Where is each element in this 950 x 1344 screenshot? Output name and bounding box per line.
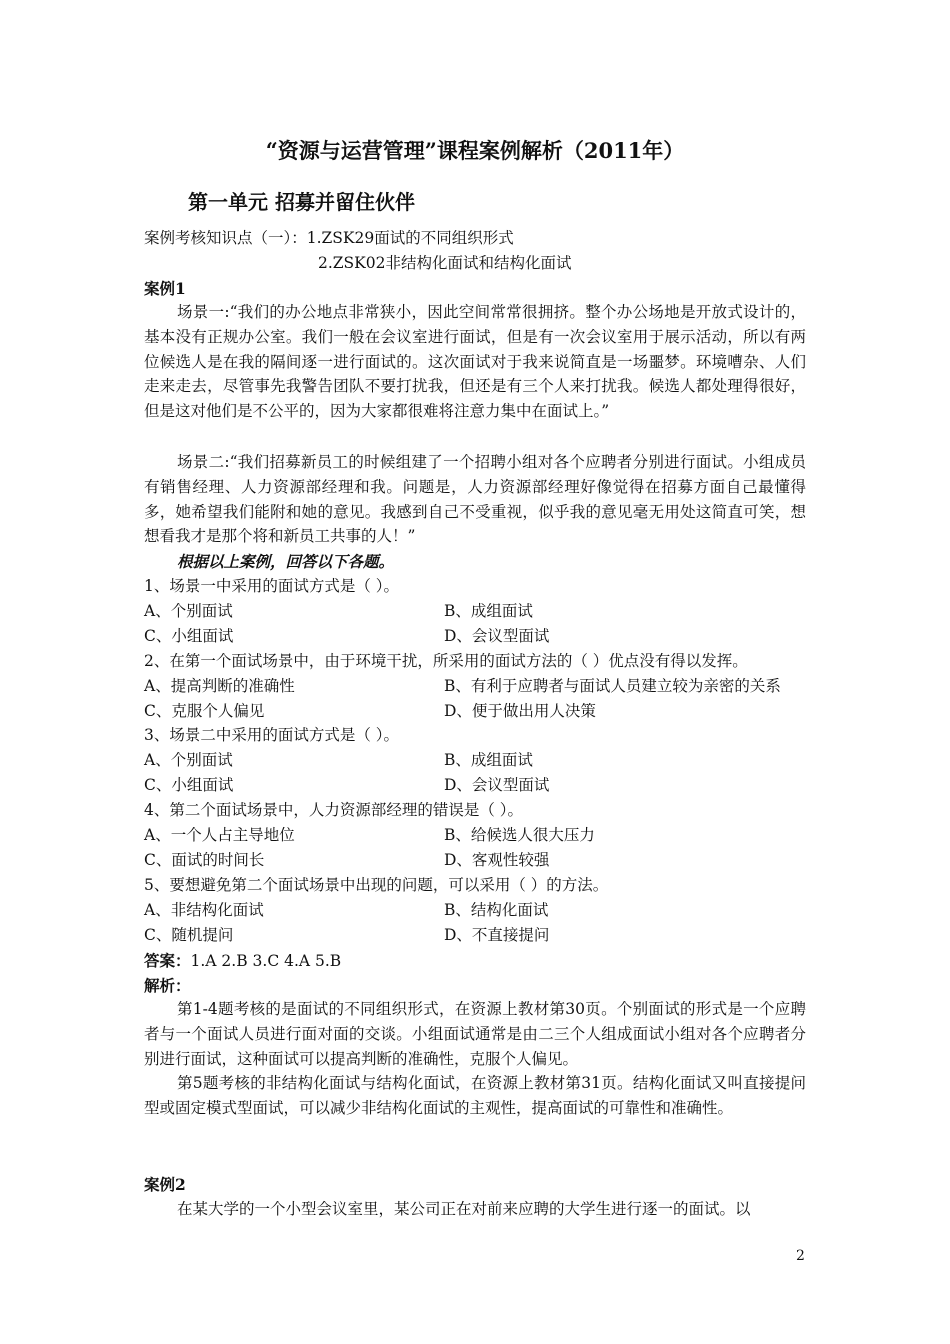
question-2-options-row1 xyxy=(144,674,814,699)
case1-instruction: 根据以上案例，回答以下各题。 xyxy=(177,552,395,571)
answer-line xyxy=(144,948,814,974)
question-2-option-d: D、便于做出用人决策 xyxy=(444,702,596,720)
analysis-paragraph-1: 第1-4题考核的是面试的不同组织形式，在资源上教材第30页。个别面试的形式是一个应聘者与一个面试人员进行面对面的交谈。小组面试通常是由二三个人组成面试小组对各个应聘者分别进行面试，这种面试可以提高判断的准确性，克服个人偏见。 xyxy=(144,1000,806,1068)
question-4-options-row1 xyxy=(144,823,814,848)
answer-label: 答案： xyxy=(144,951,191,970)
question-2-option-b: B、有利于应聘者与面试人员建立较为亲密的关系 xyxy=(444,677,781,695)
question-1-option-d: D、会议型面试 xyxy=(444,627,550,645)
case2-intro: 在某大学的一个小型会议室里，某公司正在对前来应聘的大学生进行逐一的面试。以 xyxy=(177,1200,751,1218)
question-3: 3、场景二中采用的面试方式是（ ）。 xyxy=(144,726,400,744)
question-2-options-row2 xyxy=(144,699,814,724)
question-5-option-a: A、非结构化面试 xyxy=(144,901,264,919)
question-3-option-d: D、会议型面试 xyxy=(444,776,550,794)
question-1-option-c: C、小组面试 xyxy=(144,627,234,645)
question-4-option-a: A、一个人占主导地位 xyxy=(144,826,295,844)
question-4-options-row2 xyxy=(144,848,814,873)
question-5-option-c: C、随机提问 xyxy=(144,926,234,944)
question-2: 2、在第一个面试场景中，由于环境干扰，所采用的面试方法的（ ）优点没有得以发挥。 xyxy=(144,652,748,670)
question-4-option-b: B、给候选人很大压力 xyxy=(444,826,595,844)
question-1-option-b: B、成组面试 xyxy=(444,602,533,620)
question-5-option-d: D、不直接提问 xyxy=(444,926,550,944)
question-1-options-row2 xyxy=(144,624,814,649)
question-3-options-row1 xyxy=(144,748,814,773)
document-title: “资源与运营管理”课程案例解析（2011年） xyxy=(265,138,685,163)
question-3-option-a: A、个别面试 xyxy=(144,751,233,769)
unit-heading: 第一单元 招募并留住伙伴 xyxy=(188,190,415,214)
case1-scene1: 场景一:“我们的办公地点非常狭小，因此空间常常很拥挤。整个办公场地是开放式设计的，基本没有正规办公室。我们一般在会议室进行面试，但是有一次会议室用于展示活动，所以有两位候选人是在我的隔间逐一进行面试的。这次面试对于我来说简直是一场噩梦。环境嘈杂、人们走来走去，尽管事先我警告团队不要打扰我，但还是有三个人来打扰我。候选人都处理得很好，但是这对他们是不公平的，因为大家都很难将注意力集中在面试上。” xyxy=(144,303,806,421)
question-1-options-row1 xyxy=(144,599,814,624)
question-2-option-a: A、提高判断的准确性 xyxy=(144,677,295,695)
question-5-option-b: B、结构化面试 xyxy=(444,901,549,919)
question-4-option-c: C、面试的时间长 xyxy=(144,851,265,869)
question-1-option-a: A、个别面试 xyxy=(144,602,233,620)
question-1: 1、场景一中采用的面试方式是（ ）。 xyxy=(144,577,400,595)
page-number: 2 xyxy=(796,1248,805,1264)
question-5-options-row1 xyxy=(144,898,814,923)
answer-text: 1.A 2.B 3.C 4.A 5.B xyxy=(190,952,342,970)
question-3-option-b: B、成组面试 xyxy=(444,751,533,769)
question-4-option-d: D、客观性较强 xyxy=(444,851,550,869)
question-2-option-c: C、克服个人偏见 xyxy=(144,702,265,720)
analysis-paragraph-2: 第5题考核的非结构化面试与结构化面试，在资源上教材第31页。结构化面试又叫直接提问型或固定模式型面试，可以减少非结构化面试的主观性，提高面试的可靠性和准确性。 xyxy=(144,1074,806,1117)
analysis-label: 解析： xyxy=(144,976,191,995)
question-5-options-row2 xyxy=(144,923,814,948)
question-3-options-row2 xyxy=(144,773,814,798)
case1-scene2: 场景二:“我们招募新员工的时候组建了一个招聘小组对各个应聘者分别进行面试。小组成员有销售经理、人力资源部经理和我。问题是，人力资源部经理好像觉得在招募方面自己最懂得多，她希望我们能附和她的意见。我感到自己不受重视，似乎我的意见毫无用处这简直可笑，想想看我才是那个将和新员工共事的人！” xyxy=(144,453,806,546)
case1-heading: 案例1 xyxy=(144,279,186,298)
question-4: 4、第二个面试场景中，人力资源部经理的错误是（ ）。 xyxy=(144,801,524,819)
question-5: 5、要想避免第二个面试场景中出现的问题，可以采用（ ）的方法。 xyxy=(144,876,609,894)
case2-heading: 案例2 xyxy=(144,1175,186,1194)
knowledge-point-line-1: 案例考核知识点（一）：1.ZSK29面试的不同组织形式 xyxy=(144,229,514,247)
question-3-option-c: C、小组面试 xyxy=(144,776,234,794)
knowledge-point-line-2: 2.ZSK02非结构化面试和结构化面试 xyxy=(318,254,572,272)
